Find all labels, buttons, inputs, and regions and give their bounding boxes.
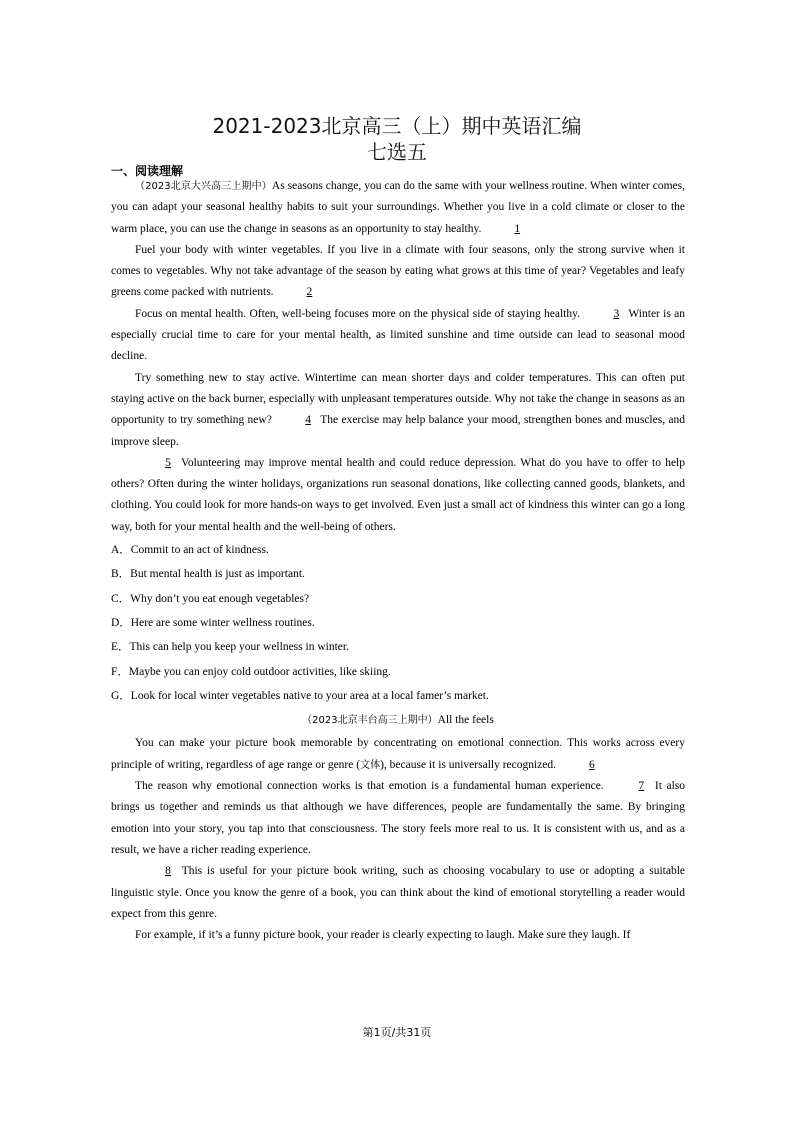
blank-6: 6 (589, 758, 595, 771)
paragraph-text: Try something new to stay active. Wintertime can mean shorter days and colder temperatures. This can often put staying active on the back burner, especially with unpleasant temperatures outside. Why not take the change in seasons as an opportunity to try something new? (111, 371, 685, 427)
blank-3: 3 (613, 307, 620, 320)
paragraph-text: It also brings us together and reminds us that although we have differences, people are fundamentally the same. By bringing emotion into your story, you tap into that consciousness. The story feels more real to us. It is consistent with us, and as a result, we have a richer reading experience. (111, 780, 686, 856)
paragraph-text: Fuel your body with winter vegetables. If you live in a climate with four seasons, only the strong survive when it comes to vegetables. Why not take advantage of the season by eating what grows at this time of year? Vegetables and leafy greens come packed with nutrients. (111, 243, 685, 299)
chinese-gloss: 文体 (360, 759, 381, 771)
paragraph-text: For example, if it’s a funny picture book, your reader is clearly expecting to laugh. Make sure they laugh. If (135, 929, 631, 942)
passage2-paragraph-2 (111, 776, 685, 861)
passage1-paragraph-1 (111, 176, 685, 240)
blank-8: 8 (165, 865, 171, 878)
paragraph-text: ), because it is universally recognized. (380, 758, 557, 771)
paragraph-text: The reason why emotional connection works is that emotion is a fundamental human experience. (135, 780, 604, 793)
section-heading: 一、阅读理解 (111, 164, 184, 178)
page-footer: 第1页/共31页 (362, 1026, 432, 1039)
passage1-source: （2023北京大兴高三上期中） (135, 181, 272, 192)
passage2-paragraph-4 (111, 925, 685, 946)
option-b: B．But mental health is just as important. (111, 568, 305, 581)
option-d: D．Here are some winter wellness routines. (111, 616, 315, 629)
paragraph-text: Winter is an especially crucial time to care for your mental health, as limited sunshine and time outside can lead to seasonal mood decline. (111, 307, 686, 363)
option-a: A．Commit to an act of kindness. (111, 544, 269, 557)
blank-1: 1 (514, 222, 521, 235)
paragraph-text: Volunteering may improve mental health and could reduce depression. What do you have to offer to help others? Often during the winter holidays, organizations run seasonal donations, like collecting canned goods, blankets, and clothing. You could look for more hands-on ways to get involved. Even just a small act of kindness this winter can go a long way, both for your mental health and the well-being of others. (111, 456, 686, 533)
passage1-paragraph-5 (111, 453, 685, 538)
document-body (111, 176, 685, 946)
option-c: C．Why don’t you eat enough vegetables? (111, 592, 310, 605)
passage2-paragraph-1 (111, 733, 685, 776)
option-f: F．Maybe you can enjoy cold outdoor activities, like skiing. (111, 665, 391, 678)
blank-2: 2 (306, 286, 313, 299)
passage2-paragraph-3 (111, 861, 685, 925)
blank-7: 7 (638, 780, 645, 793)
passage1-paragraph-2 (111, 240, 685, 304)
paragraph-text: Focus on mental health. Often, well-being focuses more on the physical side of staying healthy. (135, 307, 580, 320)
passage1-paragraph-4 (111, 368, 685, 453)
blank-4: 4 (305, 414, 312, 427)
paragraph-text: The exercise may help balance your mood, strengthen bones and muscles, and improve sleep. (111, 414, 685, 448)
passage2-heading (111, 708, 685, 733)
blank-5: 5 (165, 456, 171, 469)
passage2-title: All the feels (437, 714, 494, 727)
passage2-source: （2023北京丰台高三上期中） (302, 715, 438, 727)
paragraph-text: This is useful for your picture book writing, such as choosing vocabulary to use or adopting a suitable linguistic style. Once you know the genre of a book, you can think about the kind of emotional storytelling a reader would expect from this genre. (111, 865, 685, 920)
document-subtitle: 七选五 (367, 140, 427, 164)
paragraph-text: You can make your picture book memorable by concentrating on emotional connection. This works across every principle of writing, regardless of age range or genre ( (111, 737, 685, 771)
paragraph-text: As seasons change, you can do the same with your wellness routine. When winter comes, you can adapt your seasonal healthy habits to suit your surroundings. Whether you live in a cold climate or closer to the warm place, you can use the change in seasons as an opportunity to stay healthy. (111, 180, 686, 235)
option-g: G．Look for local winter vegetables native to your area at a local famer’s market. (111, 689, 489, 702)
passage1-paragraph-3 (111, 304, 685, 368)
document-title: 2021-2023北京高三（上）期中英语汇编 (212, 114, 582, 138)
option-e: E．This can help you keep your wellness in winter. (111, 641, 349, 654)
